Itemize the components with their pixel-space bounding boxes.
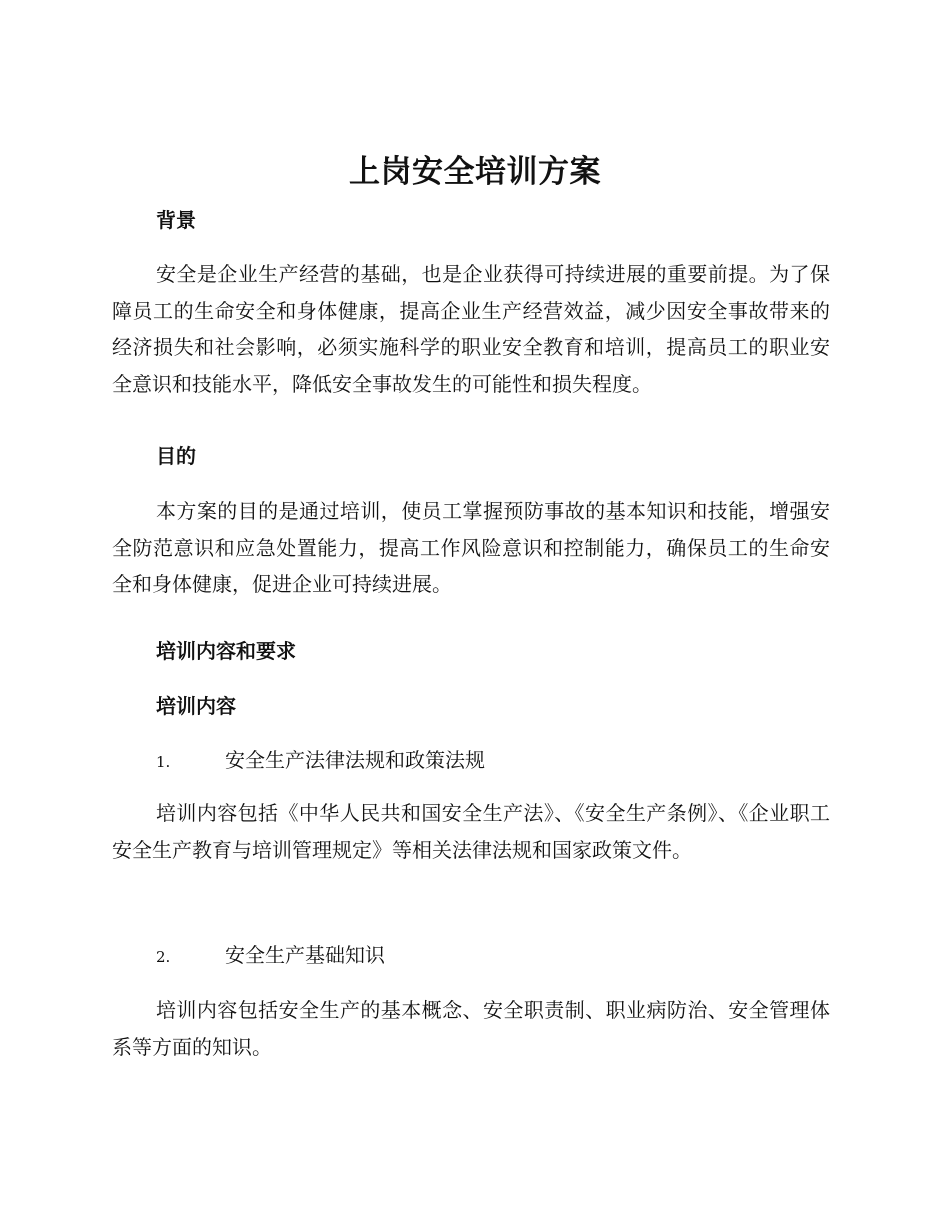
section-heading-content-requirements: 培训内容和要求 [156,639,296,663]
list-item-heading: 安全生产基础知识 [225,943,385,967]
paragraph-purpose: 本方案的目的是通过培训，使员工掌握预防事故的基本知识和技能，增强安全防范意识和应急处置能力，提高工作风险意识和控制能力，确保员工的生命安全和身体健康，促进企业可持续进展。 [112,499,830,596]
document-title: 上岗安全培训方案 [349,154,601,190]
section-heading-background: 背景 [156,208,196,232]
section-heading-purpose: 目的 [156,444,196,468]
list-item-number: 2. [156,948,171,966]
section-heading-content: 培训内容 [156,694,236,718]
list-item-title [156,940,385,972]
paragraph-item-1: 培训内容包括《中华人民共和国安全生产法》、《安全生产条例》、《企业职工安全生产教育与培训管理规定》等相关法律法规和国家政策文件。 [112,801,830,862]
list-item-title [156,745,485,777]
list-item-number: 1. [156,753,171,771]
paragraph-background: 安全是企业生产经营的基础，也是企业获得可持续进展的重要前提。为了保障员工的生命安全和身体健康，提高企业生产经营效益，减少因安全事故带来的经济损失和社会影响，必须实施科学的职业安全教育和培训，提高员工的职业安全意识和技能水平，降低安全事故发生的可能性和损失程度。 [112,262,830,396]
paragraph-item-2: 培训内容包括安全生产的基本概念、安全职责制、职业病防治、安全管理体系等方面的知识。 [112,998,830,1059]
list-item-heading: 安全生产法律法规和政策法规 [225,748,485,772]
